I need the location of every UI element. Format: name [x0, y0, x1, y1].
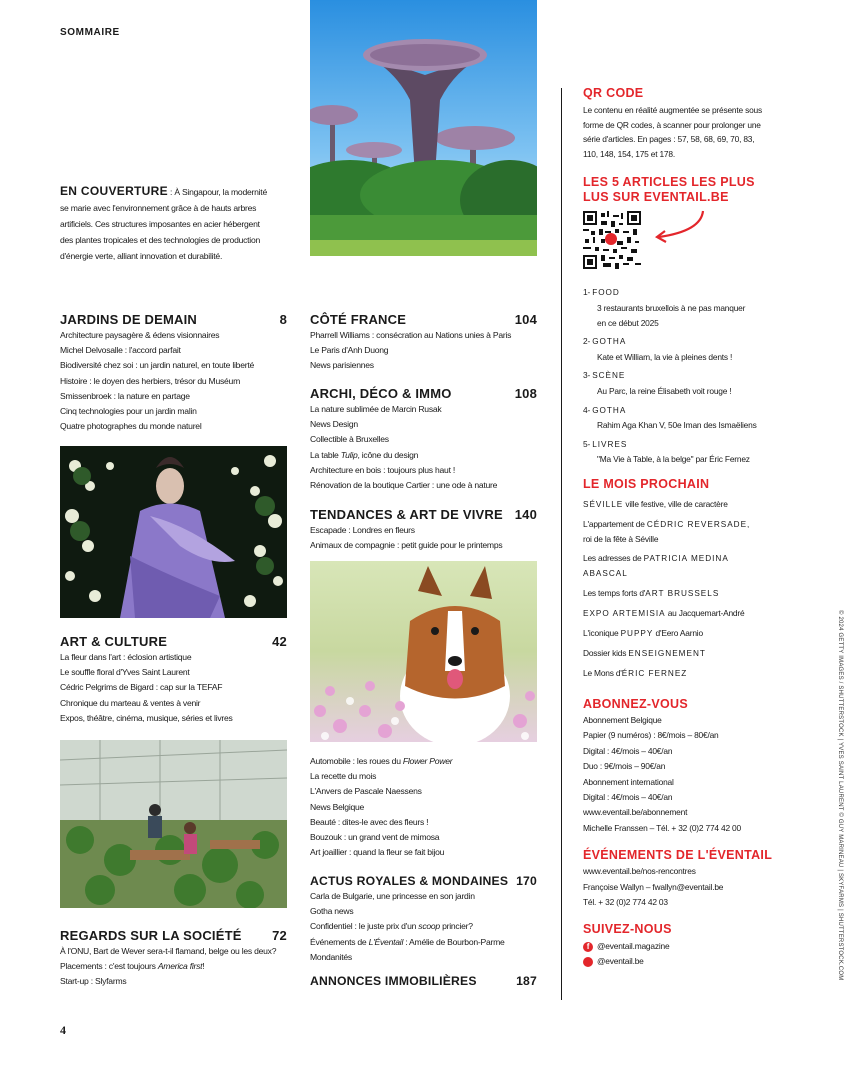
toc-entry-text: Événements de: [310, 936, 369, 947]
toc-entry[interactable]: [310, 448, 537, 463]
toc-entry[interactable]: Mondanités: [310, 951, 352, 962]
toc-entry[interactable]: Quatre photographes du monde naturel: [60, 421, 202, 432]
section-tendances-page: 140: [514, 507, 537, 522]
toc-entry[interactable]: Carla de Bulgarie, une princesse en son jardin: [310, 891, 475, 901]
top5-line: Rahim Aga Khan V, 50e Iman des Ismaëliens: [597, 420, 757, 431]
section-art-header: [60, 634, 287, 649]
qr-line: série d'articles. En pages : 57, 58, 68, 69, 70, 83,: [583, 134, 755, 145]
prochain-caps: SÉVILLE: [583, 499, 624, 509]
cover-line-1: : À Singapour, la modernité: [167, 187, 267, 197]
toc-entry-text: La table: [310, 449, 341, 460]
prochain-text: d'Eero Aarnio: [653, 627, 703, 638]
sidebar-divider: [561, 88, 562, 1000]
toc-entry[interactable]: [310, 935, 537, 950]
top5-line: 3 restaurants bruxellois à ne pas manquer: [597, 302, 746, 313]
prochain-item: [583, 517, 793, 532]
toc-entry-text: Confidentiel : le juste prix d'un: [310, 921, 419, 932]
cover-line-2: se marie avec l'environnement grâce à de hauts arbres: [60, 203, 257, 213]
toc-entry[interactable]: À l'ONU, Bart de Wever sera-t-il flamand, belge ou les deux?: [60, 946, 277, 956]
prochain-caps: ENSEIGNEMENT: [628, 648, 706, 658]
section-art-page: 42: [272, 634, 287, 649]
toc-entry[interactable]: Le souffle floral d'Yves Saint Laurent: [60, 667, 190, 678]
instagram-handle: @eventail.be: [597, 956, 644, 967]
qr-title: QR CODE: [583, 86, 644, 100]
top5-item[interactable]: [583, 403, 793, 433]
prochain-caps: ABASCAL: [583, 568, 628, 578]
evenements-title: ÉVÉNEMENTS DE L'ÉVENTAIL: [583, 848, 773, 863]
top5-num: 3-: [583, 370, 591, 381]
toc-entry-italic: L'Éventail: [368, 936, 404, 947]
prochain-caps: ART BRUSSELS: [645, 588, 720, 598]
top5-title-1: LES 5 ARTICLES LES PLUS: [583, 175, 755, 190]
toc-entry-suffix: , icône du design: [357, 449, 419, 460]
instagram-link[interactable]: [583, 954, 793, 969]
abonnez-line: Abonnement Belgique: [583, 714, 662, 725]
toc-entry[interactable]: La recette du mois: [310, 771, 377, 782]
top5-title-2: LUS SUR EVENTAIL.BE: [583, 190, 729, 205]
abonnez-title: ABONNEZ-VOUS: [583, 696, 688, 711]
toc-entry[interactable]: Pharrell Williams : consécration au Nations unies à Paris: [310, 330, 512, 340]
cover-line-4: des plantes tropicales et des technologies de production: [60, 235, 261, 245]
qr-line: forme de QR codes, à scanner pour prolonger une: [583, 119, 761, 130]
prochain-pre: Dossier kids: [583, 647, 629, 658]
section-archi: [310, 386, 537, 493]
toc-entry[interactable]: La nature sublimée de Marcin Rusak: [310, 404, 442, 414]
toc-entry-italic: scoop: [418, 921, 440, 932]
section-france: [310, 312, 537, 374]
cover-line-5: d'énergie verte, alliant innovation et durabilité.: [60, 251, 223, 261]
prochain-item: [583, 643, 793, 664]
cover-image: [310, 0, 537, 256]
section-archi-header: [310, 386, 537, 401]
top5-category: SCÈNE: [592, 371, 626, 381]
toc-entry-italic: Flower Power: [402, 756, 453, 766]
qr-line: 110, 148, 154, 175 et 178.: [583, 148, 675, 159]
top5-num: 2-: [583, 336, 591, 347]
toc-entry[interactable]: Gotha news: [310, 906, 354, 917]
section-royales-header: [310, 874, 537, 888]
section-france-page: 104: [514, 312, 537, 327]
section-tendances: [310, 507, 537, 553]
abonnez-line: Digital : 4€/mois – 40€/an: [583, 791, 673, 802]
facebook-icon: f: [583, 942, 593, 952]
prochain-caps: CÉDRIC REVERSADE,: [646, 519, 751, 529]
section-tendances-header: [310, 507, 537, 522]
abonnez-line: Papier (9 numéros) : 8€/mois – 80€/an: [583, 730, 719, 741]
section-archi-page: 108: [514, 386, 537, 401]
section-jardins-header: [60, 312, 287, 327]
section-jardins: [60, 312, 287, 434]
top5-num: 4-: [583, 404, 591, 415]
toc-entry[interactable]: [60, 959, 287, 974]
facebook-link[interactable]: [583, 939, 793, 954]
instagram-icon: [583, 957, 593, 967]
toc-entry[interactable]: Bouzouk : un grand vent de mimosa: [310, 832, 440, 843]
top5-item[interactable]: [583, 368, 793, 398]
toc-entry-suffix: : Amélie de Bourbon-Parme: [403, 936, 505, 947]
abonnez-line: Digital : 4€/mois – 40€/an: [583, 745, 673, 756]
toc-entry[interactable]: News Belgique: [310, 801, 365, 812]
toc-entry[interactable]: Animaux de compagnie : petit guide pour le printemps: [310, 540, 503, 551]
top5-line: en ce début 2025: [597, 317, 659, 328]
evenements-line: Tél. + 32 (0)2 774 42 03: [583, 896, 668, 907]
top5-category: GOTHA: [592, 405, 627, 415]
evenements-line: Françoise Wallyn – fwallyn@eventail.be: [583, 881, 724, 892]
suivez-title: SUIVEZ-NOUS: [583, 922, 672, 937]
section-archi-title: ARCHI, DÉCO & IMMO: [310, 386, 452, 401]
section-tendances-more: [310, 754, 537, 860]
prochain-caps: PATRICIA MEDINA: [643, 553, 729, 563]
section-societe-header: [60, 928, 287, 943]
section-annonces: [310, 974, 537, 988]
toc-entry[interactable]: Art joaillier : quand la fleur se fait bijou: [310, 847, 445, 858]
toc-entry[interactable]: Collectible à Bruxelles: [310, 434, 389, 445]
prochain-item: [583, 532, 793, 547]
toc-entry-text: Automobile : les roues du: [310, 756, 403, 766]
toc-entry-suffix: !: [202, 961, 205, 972]
toc-entry[interactable]: Rénovation de la boutique Cartier : une ode à nature: [310, 480, 498, 491]
section-royales: [310, 874, 537, 965]
section-annonces-header: [310, 974, 537, 988]
toc-entry[interactable]: Smissenbroek : la nature en partage: [60, 390, 190, 401]
section-tendances-title: TENDANCES & ART DE VIVRE: [310, 507, 503, 522]
qr-code-icon[interactable]: [583, 211, 641, 269]
top5-category: LIVRES: [592, 439, 628, 449]
prochain-text: au Jacquemart-André: [665, 607, 745, 618]
facebook-handle: @eventail.magazine: [597, 941, 670, 952]
top5-num: 5-: [583, 438, 591, 449]
section-art-title: ART & CULTURE: [60, 634, 168, 649]
toc-entry[interactable]: Michel Delvosalle : l'accord parfait: [60, 345, 181, 356]
abonnez-line: Duo : 9€/mois – 90€/an: [583, 761, 666, 772]
prochain-caps: ÉRIC FERNEZ: [621, 668, 688, 678]
top5-category: FOOD: [592, 288, 620, 298]
top5-item[interactable]: [583, 334, 793, 364]
toc-entry[interactable]: Histoire : le doyen des herbiers, trésor du Muséum: [60, 375, 240, 386]
top5-line: Au Parc, la reine Élisabeth voit rouge !: [597, 385, 732, 396]
prochain-pre: Les temps forts d': [583, 587, 646, 598]
skyfarms-image: [60, 740, 287, 908]
toc-entry[interactable]: Expos, théâtre, cinéma, musique, séries et livres: [60, 712, 233, 723]
page-number: 4: [60, 1023, 66, 1037]
toc-entry-text: Placements : c'est toujours: [60, 961, 158, 972]
toc-entry[interactable]: Cédric Pelgrims de Bigard : cap sur la TEFAF: [60, 682, 223, 693]
toc-entry[interactable]: News Design: [310, 419, 358, 430]
toc-entry-italic: America first: [157, 961, 203, 972]
top5-line: "Ma Vie à Table, à la belge" par Éric Fernez: [597, 454, 750, 465]
section-art: [60, 634, 287, 726]
section-royales-page: 170: [516, 874, 537, 888]
sommaire-label: SOMMAIRE: [60, 27, 120, 38]
section-jardins-page: 8: [279, 312, 287, 327]
toc-entry[interactable]: Escapade : Londres en fleurs: [310, 525, 415, 535]
section-france-header: [310, 312, 537, 327]
section-societe-title: REGARDS SUR LA SOCIÉTÉ: [60, 928, 242, 943]
toc-entry[interactable]: L'Anvers de Pascale Naessens: [310, 786, 422, 797]
prochain-item: [583, 624, 793, 643]
section-societe-page: 72: [272, 928, 287, 943]
toc-entry[interactable]: [310, 754, 537, 769]
toc-entry[interactable]: La fleur dans l'art : éclosion artistique: [60, 652, 192, 662]
prochain-item: [583, 603, 793, 624]
section-annonces-title: ANNONCES IMMOBILIÈRES: [310, 974, 477, 988]
toc-entry[interactable]: Beauté : dites-le avec des fleurs !: [310, 816, 429, 827]
ysl-image: [60, 446, 287, 618]
abonnez-line: Michelle Franssen – Tél. + 32 (0)2 774 42 00: [583, 822, 741, 833]
arrow-icon: [649, 207, 709, 247]
dog-image: [310, 561, 537, 742]
toc-entry[interactable]: News parisiennes: [310, 360, 374, 371]
toc-entry[interactable]: Architecture en bois : toujours plus haut !: [310, 464, 455, 475]
cover-block: [60, 183, 300, 264]
top5-item[interactable]: [583, 285, 793, 330]
toc-entry[interactable]: [310, 919, 537, 934]
section-annonces-page: 187: [516, 974, 537, 988]
toc-entry-italic: Tulip: [340, 449, 358, 460]
prochain-pre: L'appartement de: [583, 518, 647, 529]
toc-entry[interactable]: Chronique du marteau & ventes à venir: [60, 697, 201, 708]
prochain-item: [583, 584, 793, 603]
toc-entry-suffix: princier?: [439, 921, 473, 932]
top5-category: GOTHA: [592, 337, 627, 347]
abonnez-link[interactable]: www.eventail.be/abonnement: [583, 807, 688, 818]
toc-entry[interactable]: Start-up : Slyfarms: [60, 976, 127, 987]
cover-line-3: artificiels. Ces structures imposantes en acier hébergent: [60, 219, 260, 229]
sidebar: [583, 86, 793, 969]
prochain-item: [583, 495, 793, 514]
prochain-item: [583, 551, 793, 566]
evenements-link[interactable]: www.eventail.be/nos-rencontres: [583, 866, 696, 877]
top5-item[interactable]: [583, 437, 793, 467]
toc-entry[interactable]: Cinq technologies pour un jardin malin: [60, 406, 197, 417]
top5-line: Kate et William, la vie à pleines dents !: [597, 351, 733, 362]
prochain-text: ville festive, ville de caractère: [623, 498, 728, 509]
section-jardins-title: JARDINS DE DEMAIN: [60, 312, 198, 327]
top5-num: 1-: [583, 287, 591, 298]
prochain-caps: EXPO ARTEMISIA: [583, 608, 666, 618]
qr-line: Le contenu en réalité augmentée se présente sous: [583, 105, 762, 115]
prochain-caps: PUPPY: [620, 628, 654, 638]
abonnez-line: Abonnement international: [583, 776, 674, 787]
toc-entry[interactable]: Biodiversité chez soi : un jardin naturel, en toute liberté: [60, 360, 255, 371]
toc-entry[interactable]: Le Paris d'Anh Duong: [310, 345, 389, 356]
prochain-pre: roi de la fête à Séville: [583, 533, 659, 544]
section-societe: [60, 928, 287, 990]
prochain-item: [583, 566, 793, 581]
section-france-title: CÔTÉ FRANCE: [310, 312, 407, 327]
prochain-title: LE MOIS PROCHAIN: [583, 476, 710, 491]
toc-entry[interactable]: Architecture paysagère & édens visionnaires: [60, 330, 220, 340]
cover-title: EN COUVERTURE: [60, 184, 168, 198]
section-royales-title: ACTUS ROYALES & MONDAINES: [310, 874, 509, 888]
prochain-pre: Les adresses de: [583, 552, 644, 563]
prochain-item: [583, 664, 793, 683]
prochain-pre: Le Mons d': [583, 667, 622, 678]
prochain-pre: L'iconique: [583, 627, 621, 638]
